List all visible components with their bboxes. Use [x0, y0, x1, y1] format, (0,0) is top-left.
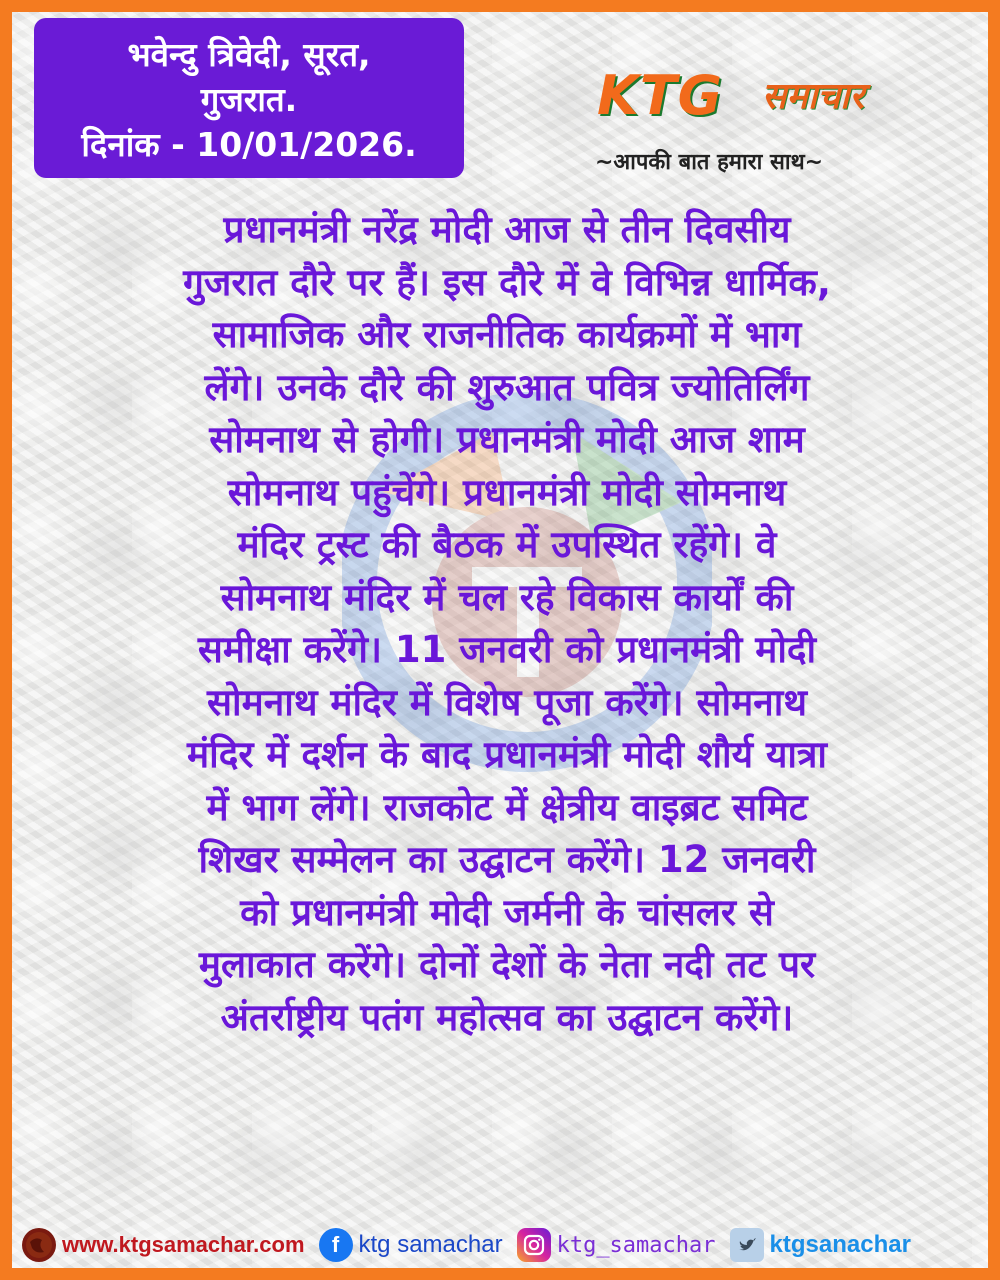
ktg-samachar-logo	[587, 64, 952, 184]
article-line: में भाग लेंगे। राजकोट में क्षेत्रीय वाइब्रट समिट	[206, 785, 808, 829]
article-line: गुजरात दौरे पर हैं। इस दौरे में वे विभिन्न धार्मिक,	[183, 260, 831, 304]
news-article-body	[34, 204, 980, 1044]
article-line: मंदिर ट्रस्ट की बैठक में उपस्थित रहेंगे। वे	[237, 523, 777, 566]
website-link[interactable]	[22, 1228, 305, 1262]
article-line: मुलाकात करेंगे। दोनों देशों के नेता नदी तट पर	[198, 943, 816, 986]
social-footer	[22, 1220, 980, 1270]
facebook-link[interactable]	[319, 1228, 503, 1262]
twitter-link[interactable]	[730, 1228, 911, 1262]
instagram-icon	[517, 1228, 551, 1262]
author-name: भवेन्दु त्रिवेदी, सूरत,	[127, 35, 371, 74]
article-line: शिखर सम्मेलन का उद्घाटन करेंगे। 12 जनवरी	[198, 838, 816, 881]
author-state: गुजरात.	[200, 80, 298, 119]
website-url: www.ktgsamachar.com	[62, 1232, 305, 1257]
article-line: मंदिर में दर्शन के बाद प्रधानमंत्री मोदी शौर्य यात्रा	[186, 733, 828, 776]
logo-tagline: ~आपकी बात हमारा साथ~	[595, 150, 824, 175]
facebook-handle: ktg samachar	[358, 1231, 503, 1258]
article-line: अंतर्राष्ट्रीय पतंग महोत्सव का उद्घाटन करेंगे।	[220, 995, 794, 1039]
article-line: को प्रधानमंत्री मोदी जर्मनी के चांसलर से	[240, 890, 774, 934]
article-line: लेंगे। उनके दौरे की शुरुआत पवित्र ज्योतिर्लिंग	[204, 365, 810, 409]
facebook-icon: f	[319, 1228, 353, 1262]
logo-brand: KTG	[597, 64, 724, 127]
globe-icon	[22, 1228, 56, 1262]
article-line: प्रधानमंत्री नरेंद्र मोदी आज से तीन दिवसीय	[223, 208, 791, 251]
article-line: सोमनाथ मंदिर में विशेष पूजा करेंगे। सोमनाथ	[206, 680, 808, 724]
article-line: समीक्षा करेंगे। 11 जनवरी को प्रधानमंत्री मोदी	[197, 628, 817, 671]
instagram-link[interactable]	[517, 1228, 716, 1262]
instagram-handle: ktg_samachar	[556, 1232, 716, 1258]
article-line: सोमनाथ पहुंचेंगे। प्रधानमंत्री मोदी सोमनाथ	[227, 470, 787, 514]
logo-brand-suffix: समाचार	[762, 76, 865, 117]
article-line: सामाजिक और राजनीतिक कार्यक्रमों में भाग	[212, 313, 802, 356]
twitter-icon	[730, 1228, 764, 1262]
publish-date: दिनांक - 10/01/2026.	[81, 125, 417, 164]
article-line: सोमनाथ से होगी। प्रधानमंत्री मोदी आज शाम	[209, 418, 805, 461]
author-info-box	[34, 18, 464, 178]
twitter-handle: ktgsanachar	[769, 1231, 911, 1258]
article-line: सोमनाथ मंदिर में चल रहे विकास कार्यों की	[220, 575, 794, 619]
